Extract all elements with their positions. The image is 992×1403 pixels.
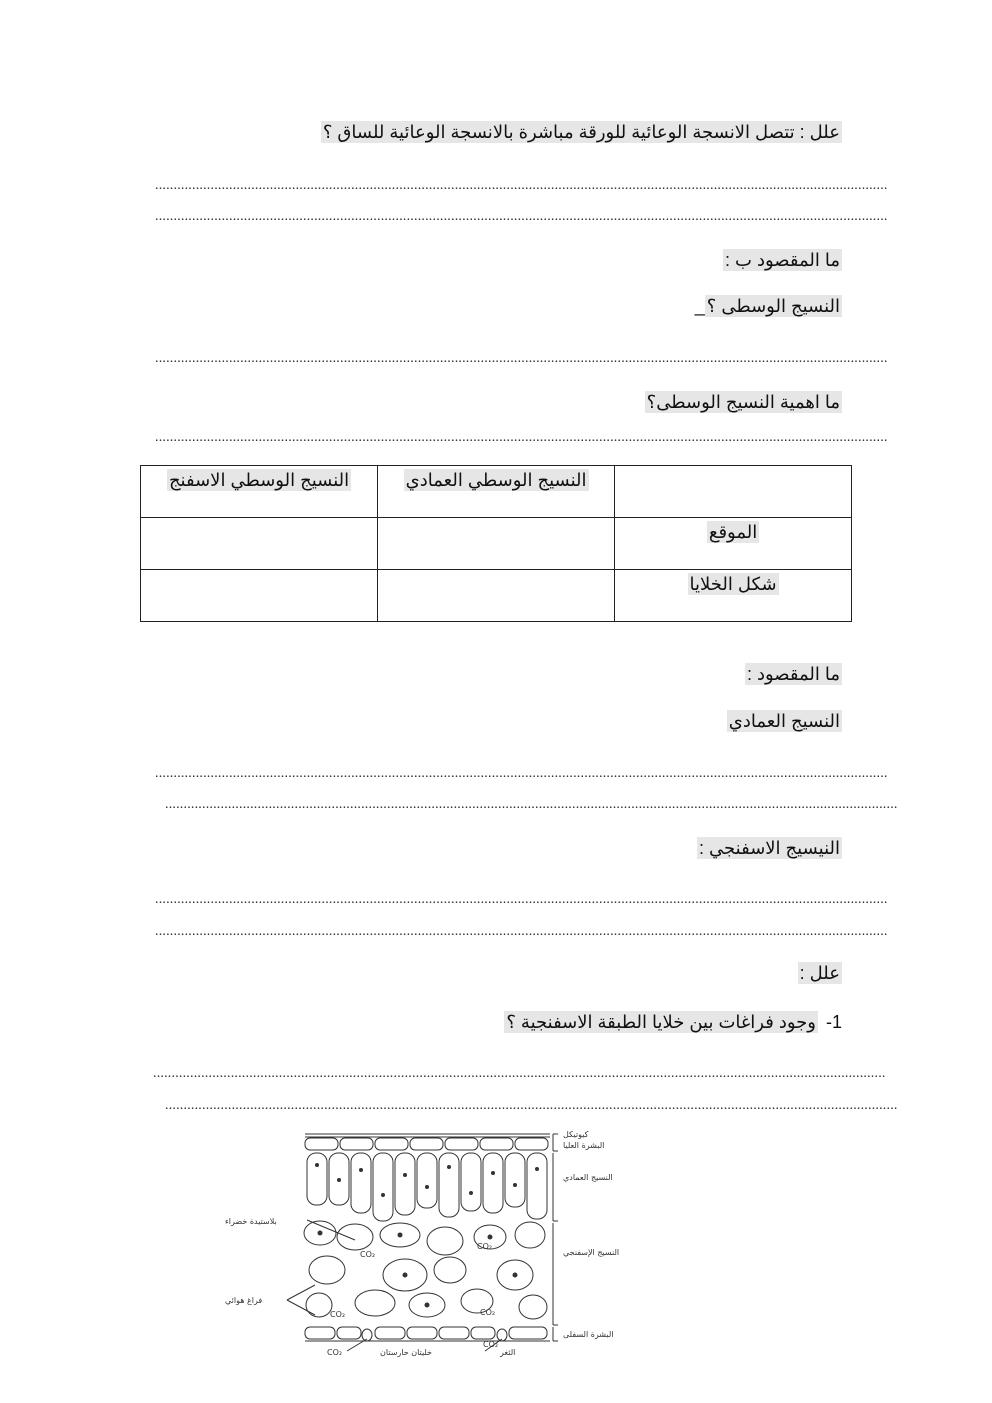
comparison-table — [140, 465, 852, 622]
question-2-item — [695, 294, 842, 318]
question-1-text: علل : تتصل الانسجة الوعائية للورقة مباشرة بالانسجة الوعائية للساق ؟ — [322, 122, 840, 142]
label-co2: CO₂ — [477, 1242, 493, 1251]
answer-line: ...................................................................................................................................................................................................... — [165, 797, 898, 812]
answer-line: ...................................................................................................................................................................................................... — [153, 1066, 886, 1081]
question-5-heading-text: علل : — [799, 963, 840, 983]
answer-line: ...................................................................................................................................................................................................... — [155, 892, 888, 907]
answer-line: ...................................................................................................................................................................................................... — [155, 924, 888, 939]
label-co2: CO₂ — [480, 1308, 496, 1317]
answer-line: ...................................................................................................................................................................................................... — [155, 209, 888, 224]
label-chloroplast: بلاستيدة خضراء — [225, 1217, 277, 1226]
table-header-row — [141, 466, 852, 518]
table-header-spongy — [141, 466, 378, 518]
leaf-diagram-svg — [215, 1125, 645, 1360]
question-3-text: ما اهمية النسيج الوسطى؟ — [646, 392, 840, 412]
question-4-item-2 — [697, 836, 842, 860]
table-cell — [378, 518, 615, 570]
question-5-number: 1- — [825, 1012, 842, 1032]
answer-line: ...................................................................................................................................................................................................... — [155, 766, 888, 781]
table-cell — [141, 518, 378, 570]
lower-epidermis — [305, 1327, 550, 1341]
table-header-palisade — [378, 466, 615, 518]
label-co2: CO₂ — [360, 1250, 376, 1259]
label-spongy: النسيج الإسفنجي — [563, 1248, 620, 1257]
answer-line: ...................................................................................................................................................................................................... — [165, 1098, 898, 1113]
upper-epidermis — [305, 1138, 548, 1150]
question-5-item-text: وجود فراغات بين خلايا الطبقة الاسفنجية ؟ — [506, 1012, 816, 1032]
table-row — [141, 570, 852, 622]
label-co2: CO₂ — [330, 1310, 346, 1319]
question-2-prefix: _ — [694, 296, 705, 316]
table-corner-cell — [615, 466, 852, 518]
question-4-item-2-text: النيسيج الاسفنجي : — [699, 838, 840, 858]
table-row-label-text: شكل الخلايا — [689, 574, 777, 594]
question-5-item — [504, 1010, 842, 1034]
question-4-item-1-text: النسيج العمادي — [728, 711, 840, 731]
question-2-item-text: النسيج الوسطى ؟ — [706, 296, 840, 316]
layer-brackets — [553, 1134, 558, 1341]
label-palisade: النسيج العمادي — [563, 1173, 613, 1182]
label-cuticle: كيوتيكل — [563, 1130, 589, 1139]
answer-line: ...................................................................................................................................................................................................... — [155, 430, 888, 445]
table-row-label — [615, 570, 852, 622]
label-lower-epidermis: البشرة السفلى — [563, 1330, 614, 1339]
question-5-heading — [798, 961, 842, 985]
answer-line: ...................................................................................................................................................................................................... — [155, 351, 888, 366]
label-guard-cells: خليتان حارستان — [380, 1348, 432, 1357]
question-1 — [321, 120, 842, 144]
answer-line: ...................................................................................................................................................................................................... — [155, 178, 888, 193]
label-co2: CO₂ — [483, 1340, 499, 1349]
question-4-heading — [745, 662, 842, 686]
table-row — [141, 518, 852, 570]
label-air-space: فراغ هوائي — [225, 1296, 263, 1305]
question-2-heading — [723, 248, 842, 272]
label-stoma: الثغر — [500, 1348, 516, 1357]
table-row-label — [615, 518, 852, 570]
label-upper-epidermis: البشرة العليا — [563, 1141, 605, 1150]
question-2-heading-text: ما المقصود ب : — [725, 250, 840, 270]
question-3 — [645, 390, 842, 414]
table-cell — [141, 570, 378, 622]
table-header-spongy-text: النسيج الوسطي الاسفنج — [168, 470, 350, 490]
table-row-label-text: الموقع — [708, 522, 758, 542]
table-header-palisade-text: النسيج الوسطي العمادي — [405, 470, 587, 490]
table-cell — [378, 570, 615, 622]
label-co2: CO₂ — [327, 1348, 343, 1357]
question-4-heading-text: ما المقصود : — [746, 664, 840, 684]
leaf-cross-section-diagram — [215, 1125, 645, 1360]
question-4-item-1 — [727, 709, 842, 733]
